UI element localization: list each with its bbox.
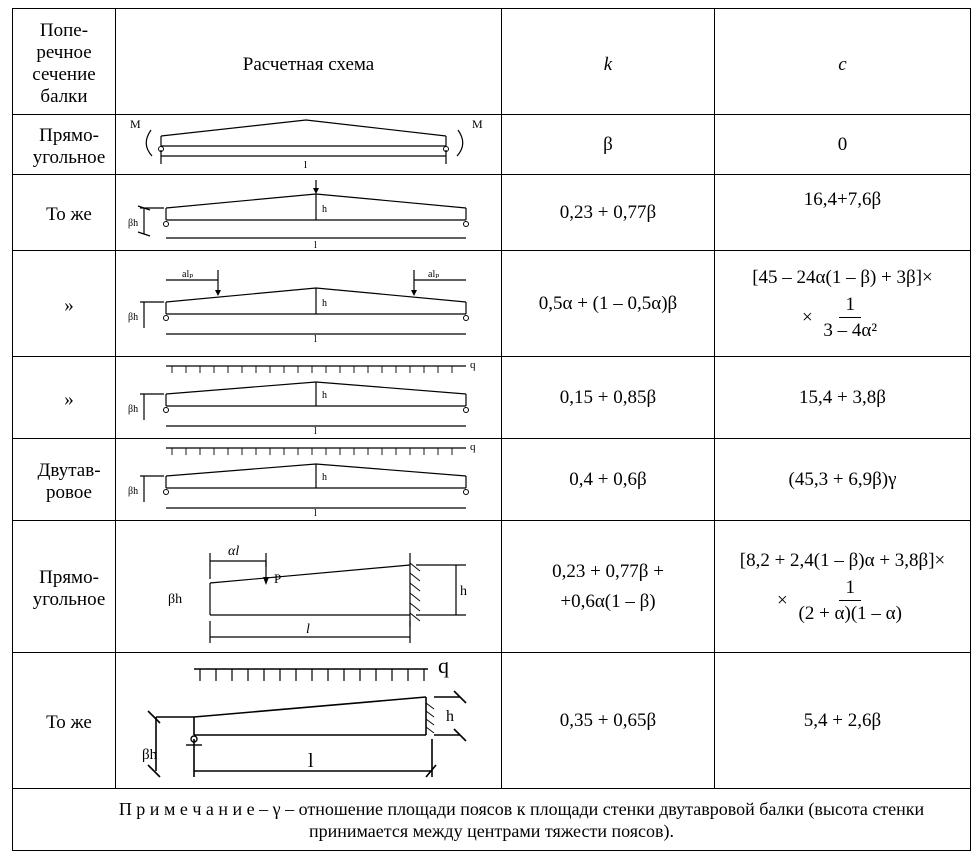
section-line: Прямо- bbox=[39, 566, 99, 588]
c-cell bbox=[715, 251, 971, 357]
table-row bbox=[13, 653, 971, 789]
q-label: q bbox=[438, 654, 449, 678]
scheme-diagram-cantilever-distributed bbox=[116, 655, 501, 787]
section-line: То же bbox=[46, 711, 92, 733]
moment-label-left: M bbox=[130, 116, 141, 131]
header-section-line: речное bbox=[36, 41, 92, 63]
scheme-diagram-distributed-load bbox=[116, 358, 501, 438]
length-label: l bbox=[314, 507, 317, 519]
arrow-down-icon bbox=[215, 290, 221, 296]
beta-h-label: βh bbox=[168, 591, 183, 607]
section-line: То же bbox=[46, 203, 92, 225]
length-label: l bbox=[306, 621, 310, 637]
fixed-support-hatch bbox=[410, 563, 420, 621]
pin-support-icon bbox=[464, 407, 469, 412]
section-cell bbox=[13, 653, 116, 789]
pin-support-icon bbox=[164, 407, 169, 412]
scheme-diagram-point-load bbox=[116, 176, 501, 250]
P-label: P bbox=[274, 570, 282, 586]
al-label-left: alₚ bbox=[182, 268, 194, 280]
header-row bbox=[13, 9, 971, 115]
section-line: » bbox=[64, 388, 74, 410]
c-cell: (45,3 + 6,9β)γ bbox=[715, 439, 971, 521]
scheme-cell bbox=[116, 521, 502, 653]
section-cell bbox=[13, 521, 116, 653]
h-label: h bbox=[322, 203, 327, 215]
k-cell: β bbox=[502, 115, 715, 175]
table-row bbox=[13, 175, 971, 251]
header-section bbox=[13, 9, 116, 115]
beta-h-label: βh bbox=[128, 403, 139, 415]
fraction-numerator: 1 bbox=[839, 576, 861, 601]
length-label: l bbox=[304, 158, 308, 171]
pin-support-icon bbox=[464, 315, 469, 320]
header-c: c bbox=[715, 9, 971, 115]
header-section-line: балки bbox=[40, 85, 88, 107]
section-cell bbox=[13, 115, 116, 175]
note-text: – γ – отношение площади поясов к площади стенки двутавровой балки (высота стенки принимается между центрами тяжести поясов). bbox=[254, 798, 925, 841]
header-k: k bbox=[502, 9, 715, 115]
h-label: h bbox=[322, 471, 327, 483]
k-cell: 0,23 + 0,77β bbox=[502, 175, 715, 251]
multiply-sign: × bbox=[801, 306, 813, 328]
c-formula-line: [8,2 + 2,4(1 – β)α + 3,8β]× bbox=[739, 550, 946, 571]
pin-support-icon bbox=[164, 221, 169, 226]
moment-label-right: M bbox=[472, 116, 483, 131]
distributed-load-arrows bbox=[172, 448, 452, 455]
multiply-sign: × bbox=[777, 589, 788, 611]
length-label: l bbox=[308, 749, 314, 772]
beta-h-label: βh bbox=[142, 746, 158, 763]
scheme-cell bbox=[116, 653, 502, 789]
k-cell bbox=[502, 521, 715, 653]
k-cell: 0,35 + 0,65β bbox=[502, 653, 715, 789]
table-row bbox=[13, 521, 971, 653]
header-section-line: сечение bbox=[32, 63, 96, 85]
scheme-diagram-cantilever-point-load bbox=[116, 523, 501, 651]
scheme-cell bbox=[116, 251, 502, 357]
arrow-down-icon bbox=[263, 577, 269, 585]
c-cell bbox=[715, 521, 971, 653]
h-label: h bbox=[322, 389, 327, 401]
section-cell bbox=[13, 175, 116, 251]
beta-h-label: βh bbox=[128, 485, 139, 497]
section-cell bbox=[13, 439, 116, 521]
c-cell: 16,4+7,6β bbox=[715, 175, 971, 251]
length-label: l bbox=[314, 239, 317, 250]
table-row bbox=[13, 115, 971, 175]
al-label: αl bbox=[228, 543, 240, 559]
scheme-diagram-distributed-load-ibeam bbox=[116, 440, 501, 520]
scheme-cell bbox=[116, 175, 502, 251]
k-cell: 0,4 + 0,6β bbox=[502, 439, 715, 521]
k-cell: 0,15 + 0,85β bbox=[502, 357, 715, 439]
scheme-cell bbox=[116, 115, 502, 175]
fixed-support-hatch bbox=[426, 703, 434, 733]
section-cell bbox=[13, 357, 116, 439]
q-label: q bbox=[470, 358, 476, 371]
section-line: » bbox=[64, 294, 74, 316]
section-cell bbox=[13, 251, 116, 357]
arrow-down-icon bbox=[313, 188, 319, 194]
header-section-line: Попе- bbox=[39, 19, 89, 41]
c-cell: 0 bbox=[715, 115, 971, 175]
al-label-right: alₚ bbox=[428, 268, 440, 280]
scheme-cell bbox=[116, 439, 502, 521]
pin-support-icon bbox=[164, 489, 169, 494]
length-label: l bbox=[314, 333, 317, 344]
k-cell: 0,5α + (1 – 0,5α)β bbox=[502, 251, 715, 357]
pin-support-icon bbox=[464, 221, 469, 226]
section-line: угольное bbox=[32, 146, 106, 168]
table-row bbox=[13, 251, 971, 357]
section-line: Двутав- bbox=[37, 459, 101, 481]
c-cell: 15,4 + 3,8β bbox=[715, 357, 971, 439]
length-label: l bbox=[314, 425, 317, 437]
distributed-load-arrows bbox=[200, 669, 424, 681]
c-formula-line: [45 – 24α(1 – β) + 3β]× bbox=[752, 267, 933, 288]
fraction-denominator: (2 + α)(1 – α) bbox=[798, 603, 902, 624]
c-cell: 5,4 + 2,6β bbox=[715, 653, 971, 789]
fraction-denominator: 3 – 4α² bbox=[823, 320, 878, 341]
c-formula-fraction-line bbox=[715, 293, 970, 344]
q-label: q bbox=[470, 440, 476, 453]
h-label: h bbox=[460, 583, 467, 599]
note-spaced-word: П р и м е ч а н и е bbox=[118, 798, 255, 819]
distributed-load-arrows bbox=[172, 366, 452, 373]
note-row bbox=[13, 789, 971, 851]
section-line: Прямо- bbox=[39, 124, 99, 146]
c-formula-fraction-line bbox=[715, 576, 970, 627]
fraction bbox=[793, 576, 908, 627]
h-label: h bbox=[322, 297, 327, 309]
pin-support-icon bbox=[464, 489, 469, 494]
k-formula-line: 0,23 + 0,77β + bbox=[552, 560, 664, 582]
k-formula-line: +0,6α(1 – β) bbox=[560, 590, 656, 612]
fraction bbox=[817, 293, 883, 344]
h-label: h bbox=[446, 707, 454, 725]
header-scheme: Расчетная схема bbox=[116, 9, 502, 115]
scheme-cell bbox=[116, 357, 502, 439]
note-cell bbox=[13, 789, 971, 851]
beta-h-label: βh bbox=[128, 311, 139, 323]
table-row bbox=[13, 439, 971, 521]
beta-h-label: βh bbox=[128, 217, 139, 229]
pin-support-icon bbox=[164, 315, 169, 320]
section-line: ровое bbox=[45, 481, 92, 503]
fraction-numerator: 1 bbox=[839, 293, 861, 318]
table-row bbox=[13, 357, 971, 439]
section-line: угольное bbox=[32, 588, 106, 610]
scheme-diagram-moments bbox=[116, 116, 501, 174]
scheme-diagram-two-point-loads bbox=[116, 264, 501, 344]
beam-coefficients-table bbox=[12, 8, 971, 851]
arrow-down-icon bbox=[411, 290, 417, 296]
